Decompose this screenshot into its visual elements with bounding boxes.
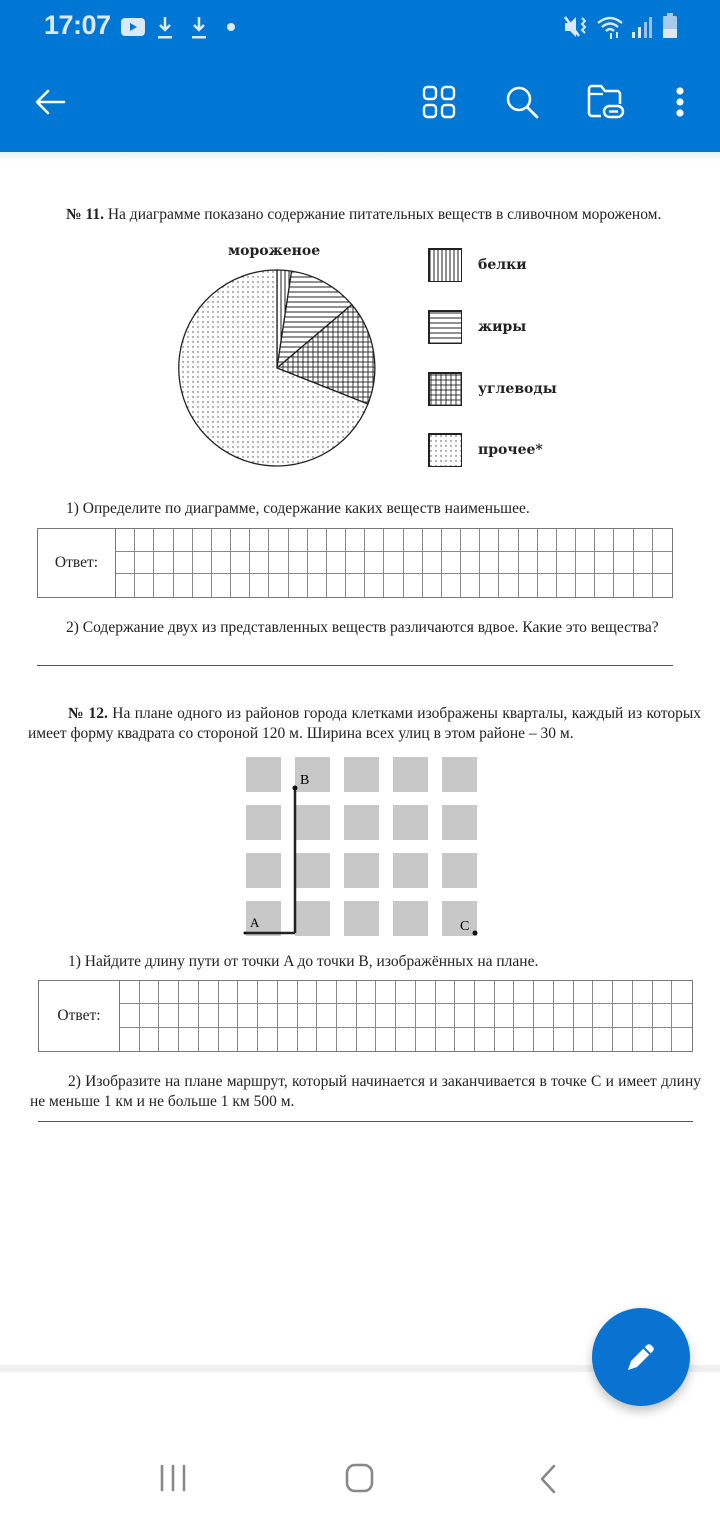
answer-cell[interactable]	[653, 552, 672, 575]
answer-cell[interactable]	[475, 1004, 495, 1027]
answer-cell[interactable]	[193, 552, 212, 575]
wifi-icon	[596, 14, 626, 40]
answer-cell[interactable]	[258, 981, 278, 1004]
task11-answer-box[interactable]	[37, 528, 673, 598]
answer-cell[interactable]	[538, 574, 557, 597]
answer-cell[interactable]	[357, 1028, 377, 1051]
answer-cell[interactable]	[653, 1028, 673, 1051]
answer-cell[interactable]	[289, 552, 308, 575]
answer-cell[interactable]	[327, 574, 346, 597]
city-block	[344, 853, 379, 888]
appbar-shadow	[0, 152, 720, 162]
answer-cell[interactable]	[436, 1028, 456, 1051]
answer-cell[interactable]	[455, 1004, 475, 1027]
answer-cell[interactable]	[159, 1028, 179, 1051]
answer-cell[interactable]	[357, 981, 377, 1004]
back-icon	[536, 1462, 560, 1496]
city-block	[295, 853, 330, 888]
answer-cell[interactable]	[404, 574, 423, 597]
task11-text: На диаграмме показано содержание питательных веществ в сливочном мороженом.	[107, 206, 662, 223]
answer-cell[interactable]	[357, 1004, 377, 1027]
answer-cell[interactable]	[159, 1004, 179, 1027]
answer-cell[interactable]	[179, 981, 199, 1004]
answer-cell[interactable]	[135, 529, 154, 552]
back-button[interactable]	[28, 80, 72, 124]
point-b-dot	[293, 786, 298, 791]
city-block	[393, 805, 428, 840]
answer-cell[interactable]	[384, 552, 403, 575]
answer-cell[interactable]	[495, 981, 515, 1004]
answer-cell[interactable]	[337, 981, 357, 1004]
answer-cell[interactable]	[365, 574, 384, 597]
answer-cell[interactable]	[199, 981, 219, 1004]
answer-cell[interactable]	[480, 574, 499, 597]
thumbnails-grid-icon	[422, 85, 456, 119]
answer-cell[interactable]	[461, 529, 480, 552]
answer-cell[interactable]	[442, 552, 461, 575]
answer-cell[interactable]	[250, 574, 269, 597]
answer-cell[interactable]	[250, 552, 269, 575]
answer-cell[interactable]	[455, 981, 475, 1004]
answer-cell[interactable]	[557, 529, 576, 552]
answer-grid[interactable]	[120, 981, 692, 1051]
answer-cell[interactable]	[269, 552, 288, 575]
more-vert-icon	[675, 86, 685, 118]
answer-label: Ответ:	[38, 529, 116, 597]
city-block	[246, 853, 281, 888]
answer-cell[interactable]	[576, 574, 595, 597]
answer-cell[interactable]	[219, 1028, 239, 1051]
answer-cell[interactable]	[298, 981, 318, 1004]
answer-cell[interactable]	[534, 981, 554, 1004]
answer-cell[interactable]	[576, 552, 595, 575]
task11-number: № 11.	[66, 206, 104, 223]
back-arrow-icon	[34, 88, 66, 116]
answer-cell[interactable]	[298, 1028, 318, 1051]
answer-cell[interactable]	[154, 574, 173, 597]
answer-cell[interactable]	[538, 529, 557, 552]
folder-link-button[interactable]	[584, 80, 628, 124]
answer-cell[interactable]	[140, 1028, 160, 1051]
answer-cell[interactable]	[269, 529, 288, 552]
signal-icon	[630, 16, 652, 38]
answer-cell[interactable]	[396, 981, 416, 1004]
edit-fab-button[interactable]	[592, 1308, 690, 1406]
search-icon	[504, 84, 540, 120]
answer-cell[interactable]	[376, 1028, 396, 1051]
dot-icon	[226, 22, 236, 32]
answer-cell[interactable]	[365, 529, 384, 552]
answer-cell[interactable]	[193, 529, 212, 552]
answer-cell[interactable]	[593, 1028, 613, 1051]
city-block	[344, 805, 379, 840]
answer-cell[interactable]	[614, 574, 633, 597]
answer-cell[interactable]	[613, 1004, 633, 1027]
answer-cell[interactable]	[672, 1004, 692, 1027]
answer-cell[interactable]	[634, 574, 653, 597]
city-block	[442, 805, 477, 840]
app-bar	[0, 0, 720, 152]
answer-cell[interactable]	[461, 552, 480, 575]
answer-cell[interactable]	[557, 552, 576, 575]
answer-cell[interactable]	[308, 574, 327, 597]
answer-cell[interactable]	[480, 529, 499, 552]
answer-cell[interactable]	[308, 529, 327, 552]
answer-cell[interactable]	[116, 552, 135, 575]
download-icon	[190, 14, 208, 40]
answer-cell[interactable]	[455, 1028, 475, 1051]
task12-answer-box[interactable]	[38, 980, 693, 1052]
legend-other: прочее*	[428, 433, 543, 467]
answer-label: Ответ:	[39, 981, 120, 1051]
answer-cell[interactable]	[475, 1028, 495, 1051]
answer-cell[interactable]	[289, 529, 308, 552]
answer-cell[interactable]	[327, 529, 346, 552]
vertical-lines-swatch-icon	[428, 248, 462, 282]
dots-swatch-icon	[428, 433, 462, 467]
city-block	[246, 757, 281, 792]
download-icon	[156, 14, 174, 40]
answer-cell[interactable]	[317, 981, 337, 1004]
thumbnails-button[interactable]	[417, 80, 461, 124]
answer-cell[interactable]	[423, 552, 442, 575]
answer-cell[interactable]	[554, 981, 574, 1004]
status-time: 17:07	[44, 10, 111, 40]
answer-cell[interactable]	[653, 574, 672, 597]
answer-cell[interactable]	[346, 529, 365, 552]
legend-fats: жиры	[428, 310, 526, 344]
answer-cell[interactable]	[495, 1004, 515, 1027]
answer-cell[interactable]	[278, 981, 298, 1004]
point-a-label: A	[250, 915, 260, 930]
city-block	[442, 853, 477, 888]
answer-cell[interactable]	[174, 574, 193, 597]
answer-cell[interactable]	[327, 552, 346, 575]
recent-apps-icon	[158, 1462, 188, 1494]
task12-number: № 12.	[68, 705, 108, 722]
answer-cell[interactable]	[140, 1004, 160, 1027]
answer-cell[interactable]	[219, 1004, 239, 1027]
answer-cell[interactable]	[174, 552, 193, 575]
answer-cell[interactable]	[317, 1028, 337, 1051]
answer-cell[interactable]	[514, 1028, 534, 1051]
answer-cell[interactable]	[404, 529, 423, 552]
home-button[interactable]	[344, 1462, 376, 1499]
answer-cell[interactable]	[346, 574, 365, 597]
answer-cell[interactable]	[554, 1028, 574, 1051]
task12-statement	[28, 704, 701, 744]
answer-cell[interactable]	[423, 529, 442, 552]
answer-cell[interactable]	[436, 981, 456, 1004]
answer-cell[interactable]	[499, 574, 518, 597]
answer-cell[interactable]	[574, 1004, 594, 1027]
answer-cell[interactable]	[212, 552, 231, 575]
answer-cell[interactable]	[672, 1028, 692, 1051]
answer-cell[interactable]	[416, 981, 436, 1004]
answer-cell[interactable]	[154, 552, 173, 575]
answer-cell[interactable]	[179, 1028, 199, 1051]
answer-cell[interactable]	[278, 1028, 298, 1051]
answer-cell[interactable]	[499, 529, 518, 552]
answer-cell[interactable]	[595, 574, 614, 597]
answer-cell[interactable]	[396, 1028, 416, 1051]
answer-cell[interactable]	[199, 1004, 219, 1027]
task12-text: На плане одного из районов города клетками изображены кварталы, каждый из которых имеет форму квадрата со стороной 120 м. Ширина всех улиц в этом районе – 30 м.	[28, 705, 701, 742]
recent-apps-button[interactable]	[158, 1462, 188, 1499]
answer-cell[interactable]	[534, 1004, 554, 1027]
answer-cell[interactable]	[135, 574, 154, 597]
answer-grid[interactable]	[116, 529, 672, 597]
answer-cell[interactable]	[384, 529, 403, 552]
answer-line[interactable]	[38, 1121, 693, 1122]
answer-cell[interactable]	[219, 981, 239, 1004]
answer-cell[interactable]	[231, 529, 250, 552]
answer-cell[interactable]	[337, 1004, 357, 1027]
home-icon	[344, 1462, 376, 1494]
search-button[interactable]	[500, 80, 544, 124]
answer-cell[interactable]	[514, 981, 534, 1004]
city-block	[344, 901, 379, 936]
answer-cell[interactable]	[135, 552, 154, 575]
answer-cell[interactable]	[495, 1028, 515, 1051]
answer-cell[interactable]	[174, 529, 193, 552]
point-c-label: C	[460, 919, 470, 934]
answer-cell[interactable]	[633, 1004, 653, 1027]
system-back-button[interactable]	[536, 1462, 560, 1501]
answer-cell[interactable]	[554, 1004, 574, 1027]
answer-cell[interactable]	[574, 1028, 594, 1051]
legend-proteins: белки	[428, 248, 527, 282]
point-b-label: B	[300, 773, 310, 788]
answer-cell[interactable]	[120, 981, 140, 1004]
horizontal-lines-swatch-icon	[428, 310, 462, 344]
answer-cell[interactable]	[593, 1004, 613, 1027]
answer-cell[interactable]	[633, 1028, 653, 1051]
answer-cell[interactable]	[376, 1004, 396, 1027]
answer-cell[interactable]	[576, 529, 595, 552]
answer-cell[interactable]	[289, 574, 308, 597]
task12-question2: 2) Изобразите на плане маршрут, который начинается и заканчивается в точке C и имеет длину не меньше 1 км и не больше 1 км 500 м.	[30, 1073, 701, 1110]
answer-cell[interactable]	[337, 1028, 357, 1051]
answer-cell[interactable]	[519, 574, 538, 597]
answer-cell[interactable]	[140, 981, 160, 1004]
answer-cell[interactable]	[613, 1028, 633, 1051]
answer-cell[interactable]	[231, 574, 250, 597]
pencil-edit-icon	[621, 1337, 661, 1377]
answer-cell[interactable]	[653, 981, 673, 1004]
answer-cell[interactable]	[346, 552, 365, 575]
answer-cell[interactable]	[519, 529, 538, 552]
answer-cell[interactable]	[258, 1004, 278, 1027]
answer-cell[interactable]	[212, 529, 231, 552]
answer-cell[interactable]	[442, 529, 461, 552]
answer-cell[interactable]	[538, 552, 557, 575]
answer-cell[interactable]	[238, 1028, 258, 1051]
answer-cell[interactable]	[120, 1004, 140, 1027]
answer-cell[interactable]	[317, 1004, 337, 1027]
answer-cell[interactable]	[376, 981, 396, 1004]
city-block	[393, 757, 428, 792]
answer-cell[interactable]	[231, 552, 250, 575]
answer-cell[interactable]	[634, 529, 653, 552]
answer-cell[interactable]	[416, 1028, 436, 1051]
city-block	[246, 805, 281, 840]
city-block	[295, 901, 330, 936]
answer-cell[interactable]	[154, 529, 173, 552]
task12-question1: 1) Найдите длину пути от точки A до точки B, изображённых на плане.	[68, 953, 539, 970]
answer-cell[interactable]	[614, 529, 633, 552]
answer-cell[interactable]	[250, 529, 269, 552]
answer-cell[interactable]	[514, 1004, 534, 1027]
answer-cell[interactable]	[595, 529, 614, 552]
answer-cell[interactable]	[461, 574, 480, 597]
pie-chart	[176, 260, 380, 470]
task11-statement	[28, 205, 681, 225]
chart-title: мороженое	[228, 243, 321, 259]
folder-link-icon	[587, 84, 625, 120]
grid-swatch-icon	[428, 372, 462, 406]
answer-cell[interactable]	[499, 552, 518, 575]
document-page[interactable]	[0, 162, 720, 1365]
answer-cell[interactable]	[159, 981, 179, 1004]
answer-cell[interactable]	[298, 1004, 318, 1027]
answer-cell[interactable]	[634, 552, 653, 575]
answer-cell[interactable]	[258, 1028, 278, 1051]
city-block	[442, 757, 477, 792]
answer-cell[interactable]	[269, 574, 288, 597]
task11-question2: 2) Содержание двух из представленных веществ различаются вдвое. Какие это вещества?	[66, 619, 659, 636]
point-c-dot	[473, 931, 478, 936]
more-options-button[interactable]	[658, 80, 702, 124]
answer-cell[interactable]	[116, 529, 135, 552]
battery-icon	[662, 12, 678, 40]
answer-cell[interactable]	[557, 574, 576, 597]
answer-cell[interactable]	[179, 1004, 199, 1027]
answer-cell[interactable]	[593, 981, 613, 1004]
answer-cell[interactable]	[534, 1028, 554, 1051]
answer-cell[interactable]	[595, 552, 614, 575]
answer-cell[interactable]	[308, 552, 327, 575]
answer-cell[interactable]	[365, 552, 384, 575]
answer-cell[interactable]	[238, 1004, 258, 1027]
answer-cell[interactable]	[653, 529, 672, 552]
answer-cell[interactable]	[574, 981, 594, 1004]
legend-carbs: углеводы	[428, 372, 557, 406]
point-a-dot	[244, 932, 247, 935]
answer-cell[interactable]	[120, 1028, 140, 1051]
answer-cell[interactable]	[193, 574, 212, 597]
answer-cell[interactable]	[212, 574, 231, 597]
answer-cell[interactable]	[396, 1004, 416, 1027]
answer-cell[interactable]	[238, 981, 258, 1004]
answer-line[interactable]	[37, 665, 673, 666]
answer-cell[interactable]	[384, 574, 403, 597]
answer-cell[interactable]	[442, 574, 461, 597]
answer-cell[interactable]	[519, 552, 538, 575]
city-block	[393, 901, 428, 936]
answer-cell[interactable]	[613, 981, 633, 1004]
task11-question1: 1) Определите по диаграмме, содержание каких веществ наименьшее.	[66, 500, 530, 517]
city-block	[295, 805, 330, 840]
answer-cell[interactable]	[480, 552, 499, 575]
answer-cell[interactable]	[116, 574, 135, 597]
answer-cell[interactable]	[278, 1004, 298, 1027]
answer-cell[interactable]	[633, 981, 653, 1004]
answer-cell[interactable]	[475, 981, 495, 1004]
answer-cell[interactable]	[653, 1004, 673, 1027]
city-plan	[240, 752, 485, 942]
answer-cell[interactable]	[614, 552, 633, 575]
youtube-icon	[120, 17, 146, 37]
answer-cell[interactable]	[416, 1004, 436, 1027]
answer-cell[interactable]	[199, 1028, 219, 1051]
answer-cell[interactable]	[404, 552, 423, 575]
city-block	[344, 757, 379, 792]
answer-cell[interactable]	[436, 1004, 456, 1027]
answer-cell[interactable]	[672, 981, 692, 1004]
city-block	[393, 853, 428, 888]
mute-vibrate-icon	[563, 14, 591, 40]
status-bar	[0, 0, 720, 55]
answer-cell[interactable]	[423, 574, 442, 597]
